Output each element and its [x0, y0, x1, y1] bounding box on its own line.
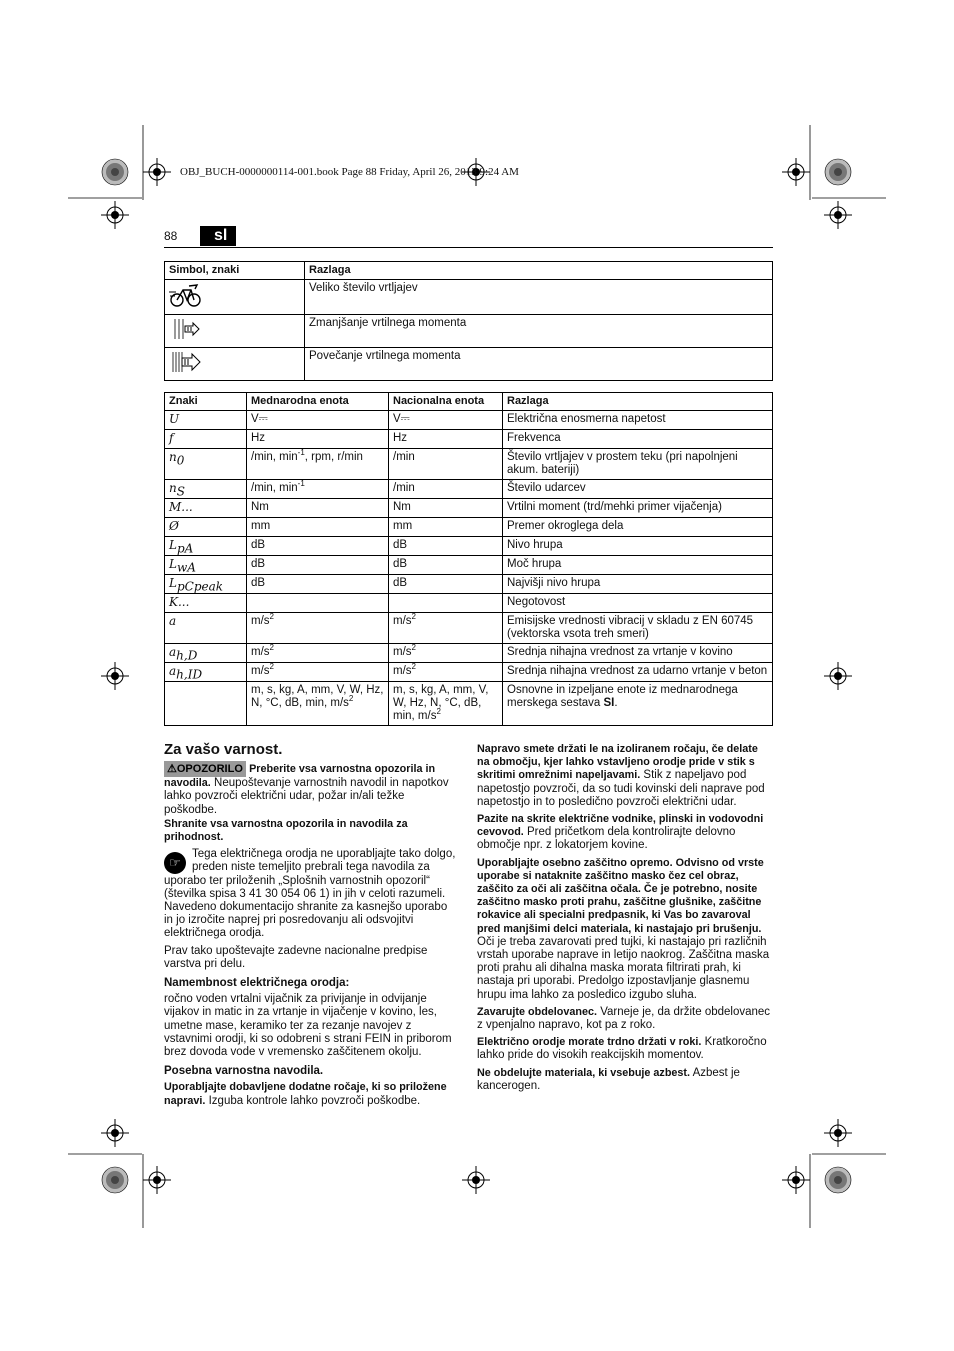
torque-increase-icon	[169, 350, 203, 374]
warning-badge: ⚠OPOZORILO	[164, 761, 246, 777]
safety-left-column	[164, 743, 459, 1112]
national-unit: dB	[389, 537, 503, 556]
intl-unit: dB	[247, 556, 389, 575]
units-table	[164, 392, 773, 726]
language-badge: sl	[200, 226, 236, 246]
unit-explanation: Električna enosmerna napetost	[503, 411, 773, 430]
secure-workpiece-text: Varneje je, da držite obdelovanec z vpenjalno napravo, kot pa z roko.	[477, 1005, 771, 1032]
unit-explanation: Število udarcev	[503, 480, 773, 499]
table-row	[165, 682, 773, 726]
read-manual-text: Tega električnega orodja ne uporabljajte tako dolgo, preden niste temeljito prebrali tega navodila za uporabo ter priloženih „Splošnih varnostnih opozoril“ (številka spisa 3 41 30 054 06 1) in jih v celoti razumeli. Navedeno dokumentacijo shranite za kasnejšo uporabo in jo izročite naprej pri posredovanju ali odsvojitvi električnega orodja.	[164, 848, 456, 940]
national-unit	[389, 594, 503, 613]
unit-explanation: Premer okroglega dela	[503, 518, 773, 537]
keep-instructions: Shranite vsa varnostna opozorila in navodila za prihodnost.	[164, 817, 408, 844]
asbestos-text: Azbest je kancerogen.	[477, 1066, 740, 1092]
handles-text: Izguba kontrole lahko povzroči poškodbe.	[205, 1094, 421, 1107]
hold-firmly-text: Kratkoročno lahko pride do visokih reakcijskih momentov.	[477, 1036, 767, 1062]
national-unit: m, s, kg, A, mm, V, W, Hz, N, °C, dB, min, $m/s^2$	[389, 682, 503, 726]
page-number: 88	[164, 229, 178, 243]
purpose-text: ročno voden vrtalni vijačnik za privijanje in odvijanje vijakov in matic in za vrtanje in vijačenje v kovino, les, umetne mase, keramiko ter za rezanje navojev z vstavnimi orodji, ki so odobreni s strani FEIN in priborom brez dovoda vode v vremensko zaščitenem okolju.	[164, 993, 452, 1059]
intl-unit: $m/s^2$	[247, 663, 389, 682]
table-row	[165, 575, 773, 594]
national-unit: dB	[389, 575, 503, 594]
intl-unit: Hz	[247, 430, 389, 449]
unit-symbol: Ø	[165, 518, 247, 537]
header-symbol: Simbol, znaki	[165, 262, 305, 280]
unit-symbol: $a_{h,D}$	[165, 644, 247, 663]
unit-symbol: a	[165, 613, 247, 644]
protective-gear-text: Oči je treba zavarovati pred tujki, ki nastajajo pri različnih vrstah uporabe naprave in letijo naokrog. Zaščitna maska proti prahu ali dihalna maska morata filtrirati prah, ki nastaja pri uporabi. Predolgo izpostavljanje glasnemu hrupu ima lahko za posledico izgubo sluha.	[477, 935, 770, 1001]
unit-symbol: f	[165, 430, 247, 449]
unit-symbol	[165, 682, 247, 726]
hidden-lines-text: Pred pričetkom dela kontrolirajte delovno območje npr. z lokatorjem kovine.	[477, 826, 736, 852]
unit-symbol: $L_{pA}$	[165, 537, 247, 556]
unit-symbol: M...	[165, 499, 247, 518]
unit-explanation: Frekvenca	[503, 430, 773, 449]
unit-explanation: Najvišji nivo hrupa	[503, 575, 773, 594]
unit-explanation: Osnovne in izpeljane enote iz mednarodnega merskega sestava SI.	[503, 682, 773, 726]
intl-unit: /min, $\min^{-1}$, rpm, r/min	[247, 449, 389, 480]
warning-triangle-icon: ⚠	[167, 763, 177, 776]
unit-explanation: Srednja nihajna vrednost za udarno vrtanje v beton	[503, 663, 773, 682]
table-row	[165, 537, 773, 556]
header-national-unit: Nacionalna enota	[389, 393, 503, 411]
table-row	[165, 411, 773, 430]
print-header: OBJ_BUCH-0000000114-001.book Page 88 Friday, April 26, 2013 9:24 AM	[180, 166, 519, 178]
national-unit: mm	[389, 518, 503, 537]
table-row	[165, 348, 773, 381]
intl-unit: /min, $\min^{-1}$	[247, 480, 389, 499]
symbol-table-header	[165, 262, 773, 280]
table-row	[165, 430, 773, 449]
national-unit: $m/s^2$	[389, 644, 503, 663]
symbol-table	[164, 261, 773, 381]
read-manual-icon: ☞	[164, 852, 186, 874]
hold-firmly-lead: Električno orodje morate trdno držati v roki.	[477, 1036, 702, 1049]
intl-unit: $m/s^2$	[247, 613, 389, 644]
insulated-grip-lead: Napravo smete držati le na izoliranem ročaju, če delate na območju, kjer lahko vstavljeno orodje pride v stik s skritimi omrežnimi napeljavami.	[477, 743, 758, 782]
header-signs: Znaki	[165, 393, 247, 411]
table-row	[165, 556, 773, 575]
header-explanation: Razlaga	[503, 393, 773, 411]
intl-unit	[247, 594, 389, 613]
table-row	[165, 663, 773, 682]
unit-explanation: Nivo hrupa	[503, 537, 773, 556]
warning-lead: Preberite vsa varnostna opozorila in navodila.	[164, 763, 436, 790]
table-row	[165, 644, 773, 663]
national-unit: dB	[389, 556, 503, 575]
national-unit: V⎓	[389, 411, 503, 430]
unit-symbol: $n_S$	[165, 480, 247, 499]
national-unit: $m/s^2$	[389, 613, 503, 644]
unit-explanation: Vrtilni moment (trd/mehki primer vijačenja)	[503, 499, 773, 518]
national-unit: /min	[389, 480, 503, 499]
hidden-lines-lead: Pazite na skrite električne vodnike, plinski in vodovodni cevovod.	[477, 813, 764, 839]
intl-unit: $m/s^2$	[247, 644, 389, 663]
unit-symbol: $a_{h,ID}$	[165, 663, 247, 682]
torque-decrease-icon	[169, 317, 203, 341]
warning-text: Neupoštevanje varnostnih navodil in napotkov lahko povzroči električni udar, požar in/ali težke poškodbe.	[164, 777, 449, 816]
national-unit: /min	[389, 449, 503, 480]
intl-unit: V⎓	[247, 411, 389, 430]
safety-right-column	[477, 743, 773, 1097]
section-title: Za vašo varnost.	[164, 741, 283, 758]
symbol-description: Povečanje vrtilnega momenta	[305, 348, 773, 381]
unit-symbol: U	[165, 411, 247, 430]
national-unit: Nm	[389, 499, 503, 518]
table-row	[165, 518, 773, 537]
special-safety-heading: Posebna varnostna navodila.	[164, 1065, 324, 1078]
unit-explanation: Moč hrupa	[503, 556, 773, 575]
intl-unit: dB	[247, 575, 389, 594]
unit-explanation: Število vrtljajev v prostem teku (pri napolnjeni akum. bateriji)	[503, 449, 773, 480]
national-rules: Prav tako upoštevajte zadevne nacionalne predpise varstva pri delu.	[164, 944, 428, 970]
symbol-description: Zmanjšanje vrtilnega momenta	[305, 315, 773, 348]
units-table-header	[165, 393, 773, 411]
asbestos-lead: Ne obdelujte materiala, ki vsebuje azbest.	[477, 1066, 691, 1079]
unit-explanation: Srednja nihajna vrednost za vrtanje v kovino	[503, 644, 773, 663]
unit-explanation: Emisijske vrednosti vibracij v skladu z EN 60745 (vektorska vsota treh smeri)	[503, 613, 773, 644]
intl-unit: m, s, kg, A, mm, V, W, Hz, N, °C, dB, min, $m/s^2$	[247, 682, 389, 726]
secure-workpiece-lead: Zavarujte obdelovanec.	[477, 1005, 598, 1018]
unit-symbol: $n_0$	[165, 449, 247, 480]
insulated-grip-text: Stik z napeljavo pod napetostjo povzroči, da so tudi kovinski deli naprave pod napetostjo in to posledično povzroči električni udar.	[477, 769, 765, 808]
header-intl-unit: Mednarodna enota	[247, 393, 389, 411]
header-rule	[164, 247, 773, 248]
symbol-description: Veliko število vrtljajev	[305, 280, 773, 315]
national-unit: Hz	[389, 430, 503, 449]
unit-symbol: $L_{wA}$	[165, 556, 247, 575]
handles-lead: Uporabljajte dobavljene dodatne ročaje, ki so priložene napravi.	[164, 1081, 447, 1107]
protective-gear-lead: Uporabljajte osebno zaščitno opremo. Odvisno od vrste uporabe si nataknite zaščitno masko čez cel obraz, zaščito za oči ali zaščitna očala. Če je potrebno, nosite zaščitno masko proti prahu, zaščitne glušnike, zaščitne rokavice ali specialni predpasnik, ki Vas bo zavaroval pred manjšimi delci materiala, ki nastajajo pri brušenju.	[477, 856, 764, 935]
units-table-body	[165, 411, 773, 726]
table-row	[165, 594, 773, 613]
table-row	[165, 613, 773, 644]
unit-explanation: Negotovost	[503, 594, 773, 613]
table-row	[165, 449, 773, 480]
table-row	[165, 315, 773, 348]
header-description: Razlaga	[305, 262, 773, 280]
intl-unit: mm	[247, 518, 389, 537]
table-row	[165, 480, 773, 499]
table-row	[165, 280, 773, 315]
purpose-heading: Namembnost električnega orodja:	[164, 977, 350, 990]
national-unit: $m/s^2$	[389, 663, 503, 682]
unit-symbol: K...	[165, 594, 247, 613]
table-row	[165, 499, 773, 518]
high-speed-icon	[169, 282, 203, 308]
intl-unit: dB	[247, 537, 389, 556]
intl-unit: Nm	[247, 499, 389, 518]
unit-symbol: $L_{pCpeak}$	[165, 575, 247, 594]
